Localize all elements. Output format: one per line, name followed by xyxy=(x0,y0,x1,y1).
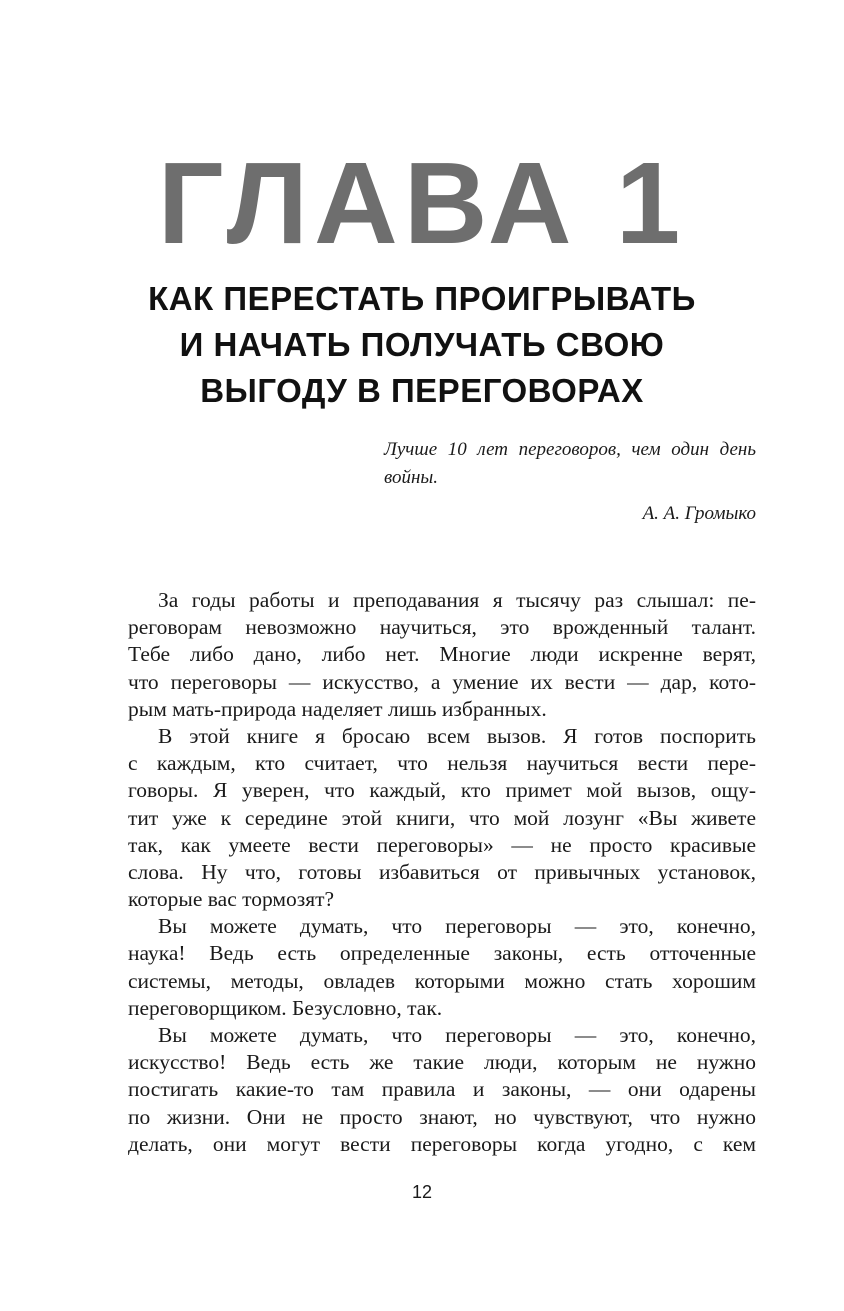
paragraph-line: Тебе либо дано, либо нет. Многие люди искренне верят, xyxy=(128,642,756,667)
paragraph-line: слова. Ну что, готовы избавиться от привычных установок, xyxy=(128,859,756,884)
paragraph-line: наука! Ведь есть определенные законы, есть отточенные xyxy=(128,941,756,966)
epigraph xyxy=(384,436,756,528)
paragraph xyxy=(128,723,756,913)
paragraph-line: говоры. Я уверен, что каждый, кто примет мой вызов, ощу- xyxy=(128,778,756,803)
chapter-title-line: КАК ПЕРЕСТАТЬ ПРОИГРЫВАТЬ xyxy=(148,280,696,317)
paragraph-line: переговорщиком. Безусловно, так. xyxy=(128,995,443,1020)
chapter-number: ГЛАВА 1 xyxy=(157,138,687,268)
paragraph-line: системы, методы, овладев которыми можно стать хорошим xyxy=(128,968,756,993)
paragraph xyxy=(128,587,756,723)
paragraph-line: искусство! Ведь есть же такие люди, которым не нужно xyxy=(128,1050,756,1075)
paragraph-line: Вы можете думать, что переговоры — это, конечно, xyxy=(158,914,756,939)
paragraph-line: За годы работы и преподавания я тысячу раз слышал: пе- xyxy=(158,588,756,612)
paragraph-line: рым мать-природа наделяет лишь избранных. xyxy=(128,696,547,721)
epigraph-quote: Лучше 10 лет переговоров, чем один день войны. xyxy=(384,439,756,488)
chapter-title xyxy=(0,276,844,414)
chapter-title-line: И НАЧАТЬ ПОЛУЧАТЬ СВОЮ xyxy=(179,326,665,363)
paragraph-line: тит уже к середине этой книги, что мой лозунг «Вы живете xyxy=(128,805,756,830)
paragraph-line: с каждым, кто считает, что нельзя научиться вести пере- xyxy=(128,751,756,776)
page-number: 12 xyxy=(411,1182,433,1202)
paragraph-line: Вы можете думать, что переговоры — это, конечно, xyxy=(158,1023,756,1047)
paragraph xyxy=(128,1022,756,1158)
epigraph-author: А. А. Громыко xyxy=(642,503,756,524)
paragraph-line: В этой книге я бросаю всем вызов. Я готов поспорить xyxy=(158,723,756,748)
paragraph-line: по жизни. Они не просто знают, но чувствуют, что нужно xyxy=(128,1104,756,1129)
paragraph-line: так, как умеете вести переговоры» — не просто красивые xyxy=(128,832,756,857)
paragraph-line: постигать какие-то там правила и законы, — они одарены xyxy=(128,1077,756,1102)
paragraph-line: которые вас тормозят? xyxy=(128,887,335,912)
body-text xyxy=(128,587,756,1158)
paragraph-line: реговорам невозможно научиться, это врожденный талант. xyxy=(128,615,756,640)
chapter-title-line: ВЫГОДУ В ПЕРЕГОВОРАХ xyxy=(200,372,644,409)
paragraph xyxy=(128,913,756,1022)
paragraph-line: что переговоры — искусство, а умение их вести — дар, кото- xyxy=(128,669,756,694)
paragraph-line: делать, они могут вести переговоры когда угодно, с кем xyxy=(128,1131,756,1156)
